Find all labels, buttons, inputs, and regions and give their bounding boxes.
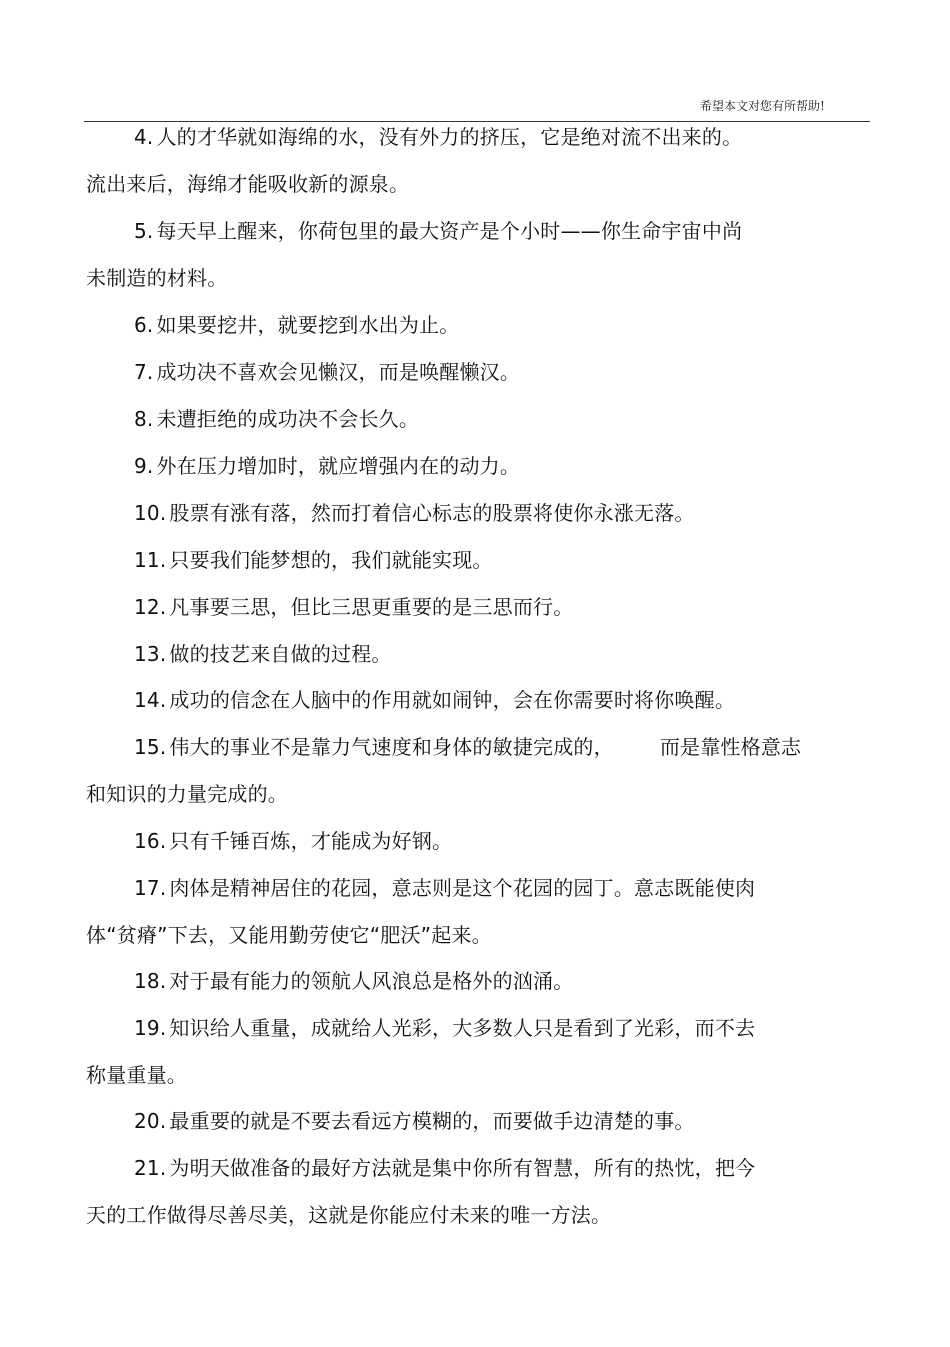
quote-20-number: 20.: [134, 1109, 167, 1133]
quote-17-text: 肉体是精神居住的花园，意志则是这个花园的园丁。意志既能使肉: [169, 876, 756, 900]
quote-5-line-1: [134, 218, 742, 244]
quote-4-line-2: 流出来后，海绵才能吸收新的源泉。: [86, 172, 410, 196]
header-note: 希望本文对您有所帮助!: [700, 99, 825, 113]
quote-18-number: 18.: [134, 969, 167, 993]
quote-8-number: 8.: [134, 407, 154, 431]
quote-16-text: 只有千锤百炼，才能成为好钢。: [169, 829, 453, 853]
quote-5-text: 每天早上醒来，你荷包里的最大资产是个小时——你生命宇宙中尚: [156, 219, 743, 243]
quote-9-number: 9.: [134, 454, 154, 478]
quote-10-text: 股票有涨有落，然而打着信心标志的股票将使你永涨无落。: [169, 501, 695, 525]
quote-15-line-2: 和知识的力量完成的。: [86, 782, 288, 806]
quote-19-text: 知识给人重量，成就给人光彩，大多数人只是看到了光彩，而不去: [169, 1016, 756, 1040]
quote-7-number: 7.: [134, 360, 154, 384]
quote-8: [134, 406, 419, 432]
quote-7: [134, 359, 520, 385]
quote-21-number: 21.: [134, 1156, 167, 1180]
quote-19-number: 19.: [134, 1016, 167, 1040]
quote-10: [134, 500, 695, 526]
quote-15-text-b: 而是靠性格意志: [659, 735, 802, 759]
header-rule: [84, 121, 870, 122]
quote-21-text: 为明天做准备的最好方法就是集中你所有智慧，所有的热忱，把今: [169, 1156, 756, 1180]
quote-19-line-2: 称量重量。: [86, 1063, 187, 1087]
quote-17-line-1: [134, 875, 755, 901]
quote-20-text: 最重要的就是不要去看远方模糊的，而要做手边清楚的事。: [169, 1109, 695, 1133]
quote-21-line-1: [134, 1155, 755, 1181]
quote-6-number: 6.: [134, 313, 154, 337]
quote-12-text: 凡事要三思，但比三思更重要的是三思而行。: [169, 595, 574, 619]
quote-4-text: 人的才华就如海绵的水，没有外力的挤压，它是绝对流不出来的。: [156, 125, 743, 149]
quote-13-number: 13.: [134, 642, 167, 666]
quote-11-text: 只要我们能梦想的，我们就能实现。: [169, 548, 493, 572]
quote-8-text: 未遭拒绝的成功决不会长久。: [156, 407, 420, 431]
quote-9: [134, 453, 520, 479]
quote-5-line-2: 未制造的材料。: [86, 266, 228, 290]
quote-17-line-2: 体“贫瘠”下去，又能用勤劳使它“肥沃”起来。: [86, 923, 492, 947]
quote-15-line-1: [134, 734, 801, 760]
quote-20: [134, 1108, 695, 1134]
quote-16: [134, 828, 452, 854]
quote-19-line-1: [134, 1015, 755, 1041]
quote-14-number: 14.: [134, 688, 167, 712]
quote-12: [134, 594, 573, 620]
quote-15-text-a: 伟大的事业不是靠力气速度和身体的敏捷完成的，: [169, 735, 614, 759]
quote-13-text: 做的技艺来自做的过程。: [169, 642, 392, 666]
quote-7-text: 成功决不喜欢会见懒汉，而是唤醒懒汉。: [156, 360, 521, 384]
quote-11-number: 11.: [134, 548, 167, 572]
quote-17-number: 17.: [134, 876, 167, 900]
quote-18-text: 对于最有能力的领航人风浪总是格外的汹涌。: [169, 969, 574, 993]
quote-6: [134, 312, 459, 338]
quote-10-number: 10.: [134, 501, 167, 525]
quote-12-number: 12.: [134, 595, 167, 619]
quote-15-number: 15.: [134, 735, 167, 759]
quote-14-text: 成功的信念在人脑中的作用就如闹钟，会在你需要时将你唤醒。: [169, 688, 736, 712]
quote-6-text: 如果要挖井，就要挖到水出为止。: [156, 313, 460, 337]
quote-14: [134, 687, 735, 713]
quote-18: [134, 968, 573, 994]
quote-13: [134, 641, 392, 667]
quote-9-text: 外在压力增加时，就应增强内在的动力。: [156, 454, 521, 478]
quote-11: [134, 547, 493, 573]
quote-4-line-1: [134, 124, 742, 150]
quote-5-number: 5.: [134, 219, 154, 243]
quote-21-line-2: 天的工作做得尽善尽美，这就是你能应付未来的唯一方法。: [86, 1203, 612, 1227]
quote-16-number: 16.: [134, 829, 167, 853]
quote-4-number: 4.: [134, 125, 154, 149]
